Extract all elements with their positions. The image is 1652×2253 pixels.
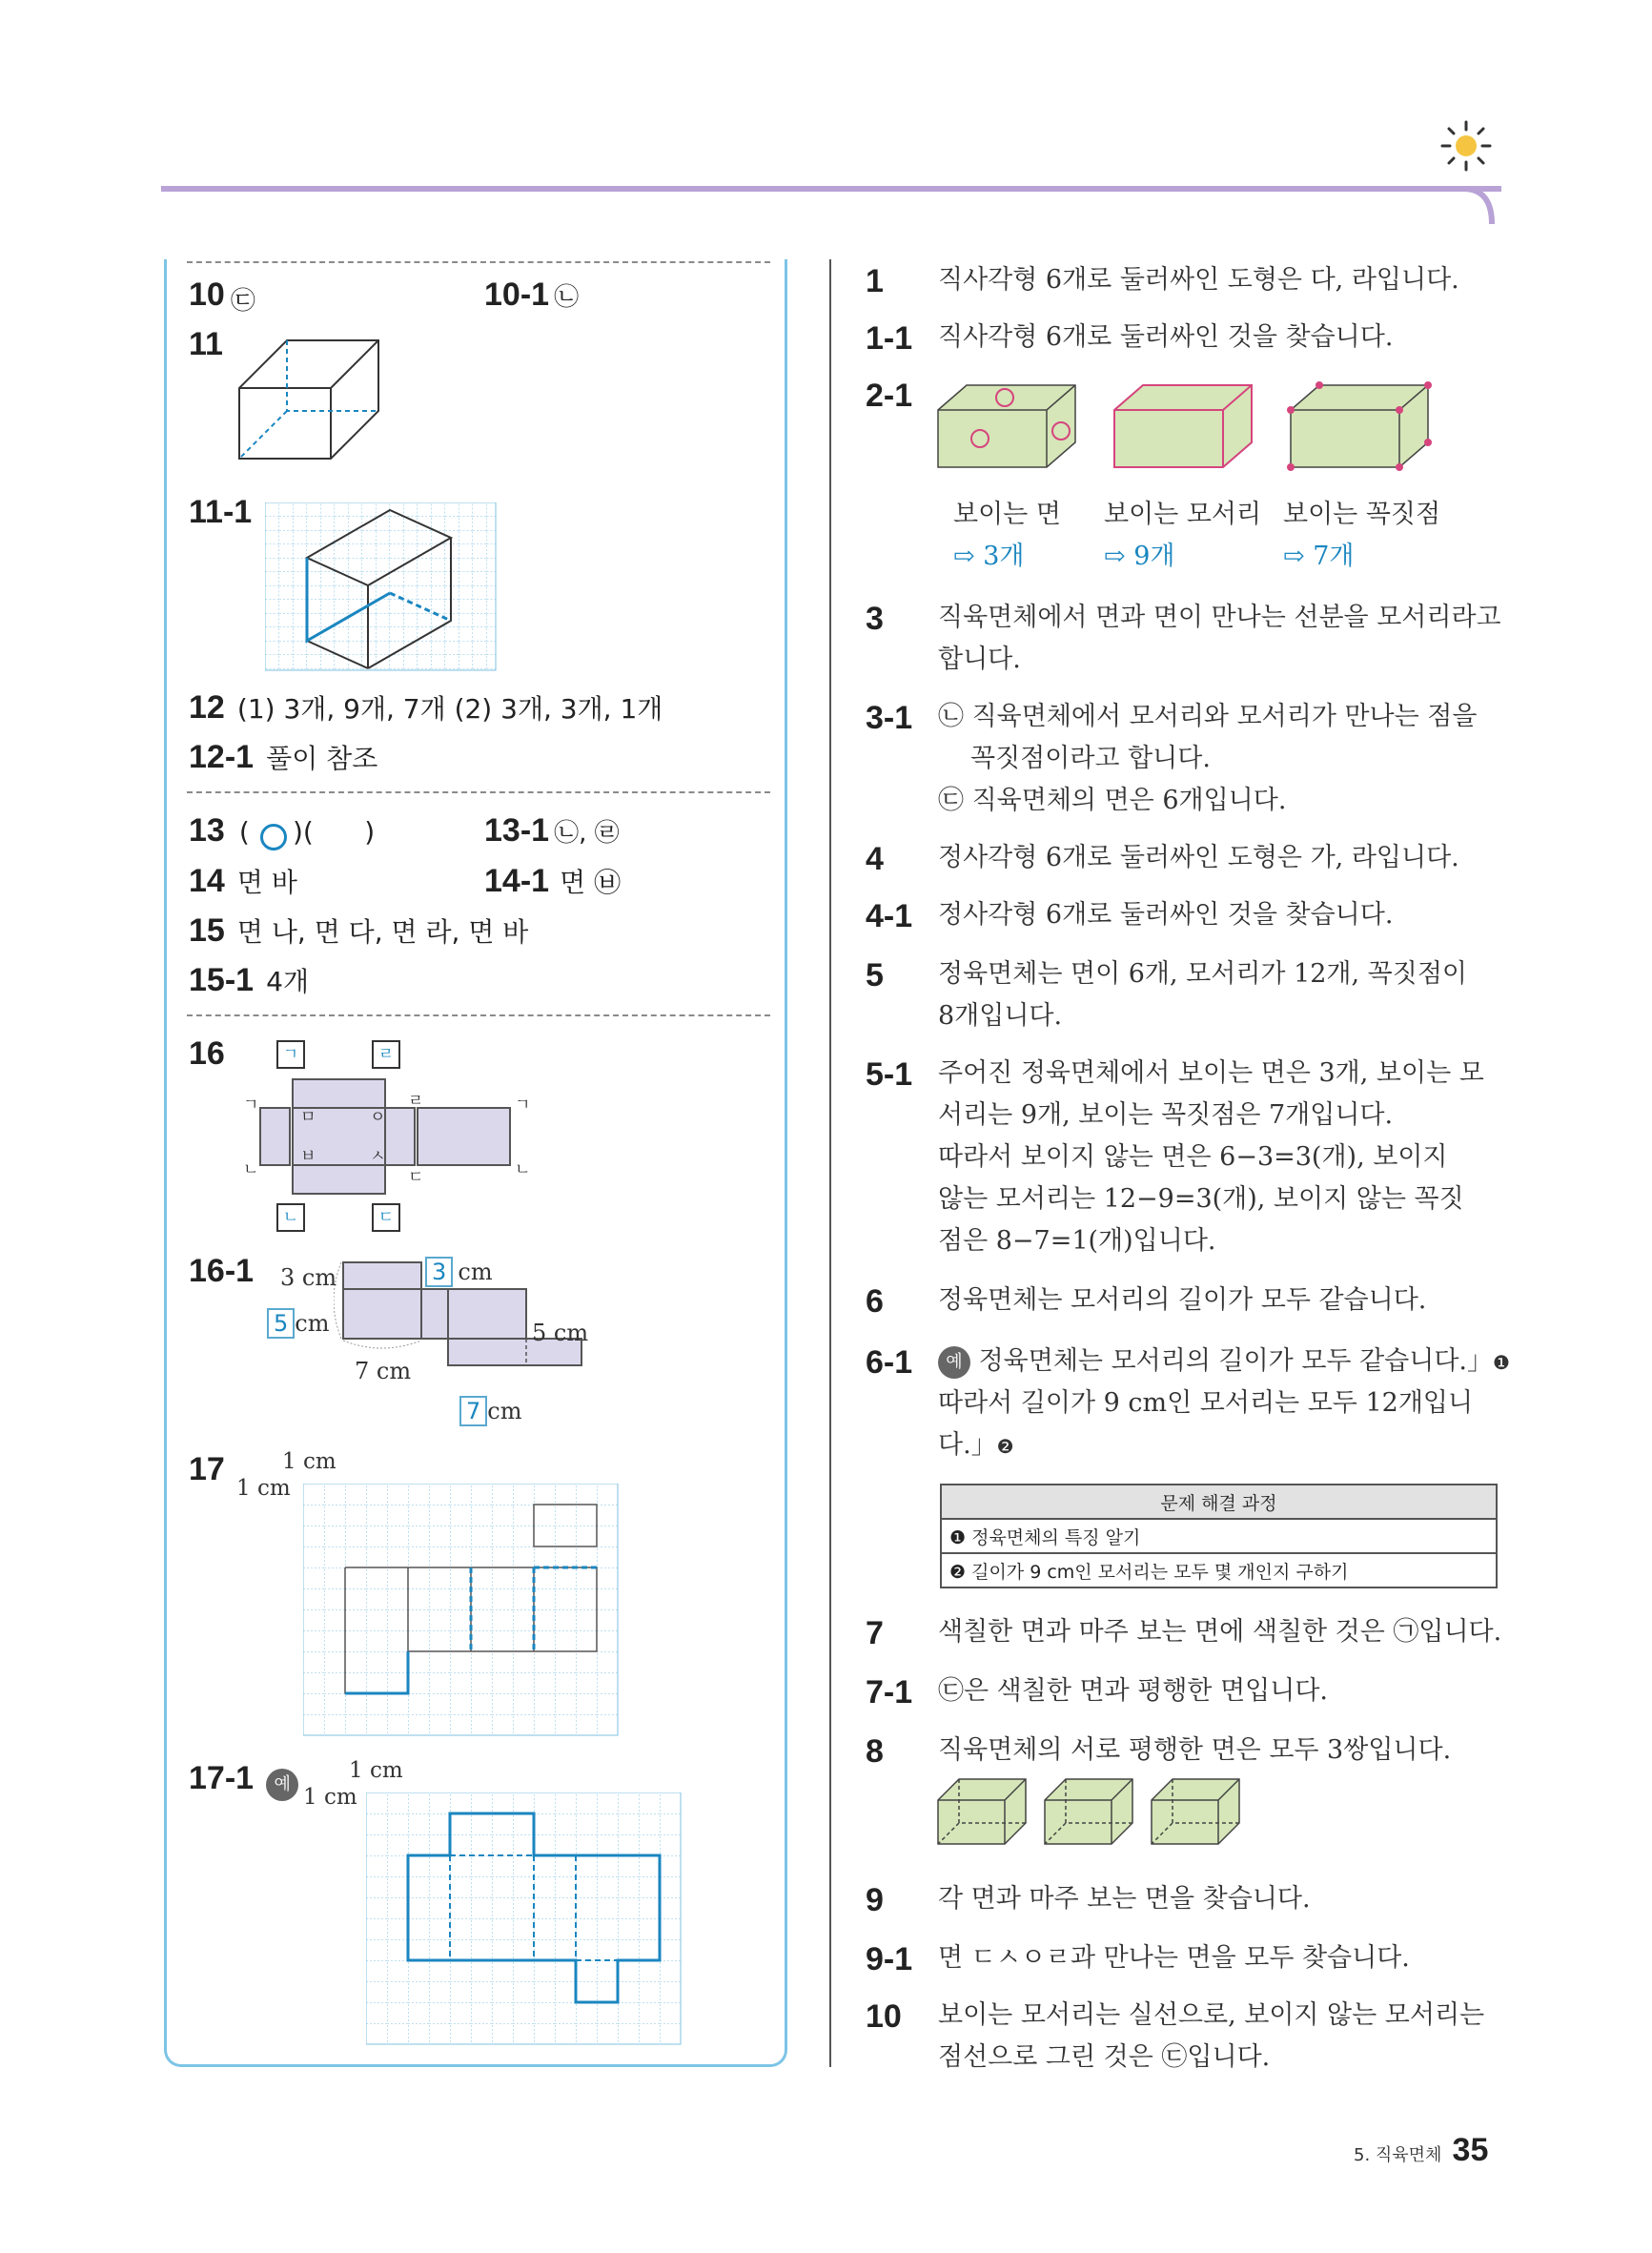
process-row: [941, 1553, 1497, 1587]
q-number: 12: [189, 689, 225, 726]
r-q1-number: 1: [866, 263, 884, 299]
grid-unit-top: 1 cm: [349, 1758, 403, 1783]
r-q1-text: 직사각형 6개로 둘러싸인 도형은 다, 라입니다.: [938, 265, 1459, 295]
unit: cm: [487, 1398, 522, 1424]
answer: 면 나, 면 다, 면 라, 면 바: [236, 916, 529, 948]
answer-box: 7: [459, 1396, 487, 1426]
q11-1-grid-drawing: [265, 502, 499, 674]
answer-box: 5: [267, 1308, 295, 1339]
net-vertex: ㄹ: [408, 1092, 424, 1111]
r-q4-1-number: 4-1: [866, 898, 913, 934]
circle-mark-icon: [260, 824, 287, 850]
step-mark: ❷: [949, 1561, 967, 1583]
q14: [189, 862, 297, 900]
r-q5-text2: 8개입니다.: [938, 1001, 1063, 1031]
r-q3-1-text2: 꼭짓점이라고 합니다.: [970, 744, 1211, 773]
q2-1-value-faces: ⇨ 3개: [953, 542, 1025, 571]
r-q10-number: 10: [866, 1998, 902, 2035]
q14-1: [484, 862, 621, 900]
r-q8-number: 8: [866, 1733, 884, 1770]
r-q6-1-number: 6-1: [866, 1344, 913, 1381]
separator: [187, 1014, 770, 1016]
chapter-label: 5. 직육면체: [1354, 2145, 1442, 2165]
dim-7cm: 7 cm: [355, 1358, 412, 1384]
r-q7-text: 색칠한 면과 마주 보는 면에 색칠한 것은 ㉠입니다.: [938, 1617, 1502, 1647]
r-q7-1-text: ㉢은 색칠한 면과 평행한 면입니다.: [938, 1676, 1328, 1706]
process-text: 정육면체의 특징 알기: [971, 1526, 1141, 1548]
net-vertex: ㅂ: [300, 1147, 316, 1166]
r-q5-text: 정육면체는 면이 6개, 모서리가 12개, 꼭짓점이: [938, 959, 1468, 989]
net-vertex: ㄱ: [243, 1096, 259, 1115]
process-text: 길이가 9 cm인 모서리는 모두 몇 개인지 구하기: [971, 1561, 1349, 1583]
answer-box: ㄹ: [372, 1040, 400, 1069]
q17-1-grid-net: [366, 1792, 686, 2050]
dim-5cm: 5 cm: [532, 1320, 589, 1346]
r-q6-1-text3: 다.」: [938, 1430, 997, 1460]
example-badge: 예: [938, 1346, 970, 1379]
r-q5-number: 5: [866, 957, 884, 993]
step-mark: ❷: [996, 1435, 1014, 1458]
answer: ㉢: [230, 286, 255, 316]
net-vertex: ㄴ: [515, 1160, 531, 1179]
step-mark: ❶: [1492, 1351, 1510, 1374]
r-q3-1-text: ㉡ 직육면체에서 모서리와 모서리가 만나는 점을: [938, 702, 1478, 731]
sun-icon: [1439, 119, 1493, 173]
answer: (1) 3개, 9개, 7개 (2) 3개, 3개, 1개: [236, 693, 663, 725]
q2-1-label-edges: 보이는 모서리: [1104, 500, 1262, 529]
r-q5-1-text2: 서리는 9개, 보이는 꼭짓점은 7개입니다.: [938, 1100, 1394, 1130]
q16-number: 16: [189, 1035, 225, 1072]
q17-number: 17: [189, 1451, 225, 1487]
q15: [189, 911, 528, 950]
q8-cuboids-figure: [934, 1775, 1249, 1852]
r-q1-1-number: 1-1: [866, 320, 913, 357]
q-number: 13-1: [484, 812, 550, 849]
net-vertex: ㅇ: [370, 1108, 386, 1127]
dim-7-box: [459, 1396, 521, 1426]
process-title: 문제 해결 과정: [941, 1485, 1497, 1519]
q-number: 10: [189, 277, 225, 313]
unit: cm: [295, 1310, 330, 1337]
grid-unit-top: 1 cm: [282, 1449, 337, 1474]
answer-box: ㄱ: [276, 1040, 305, 1069]
r-q5-1-number: 5-1: [866, 1056, 913, 1093]
column-divider: [829, 259, 831, 2067]
q2-1-value-vertices: ⇨ 7개: [1283, 542, 1355, 571]
q-number: 10-1: [484, 277, 550, 313]
answer-paren-open: (: [238, 816, 250, 848]
r-q10-text: 보이는 모서리는 실선으로, 보이지 않는 모서리는: [938, 2000, 1485, 2030]
q2-1-label-faces: 보이는 면: [953, 500, 1061, 529]
q2-1-value-edges: ⇨ 9개: [1104, 542, 1175, 571]
dim-5-box: [267, 1308, 329, 1339]
answer: 풀이 참조: [266, 743, 378, 774]
q15-1: [189, 961, 309, 999]
dim-3cm: 3 cm: [280, 1264, 337, 1291]
net-vertex: ㄴ: [243, 1160, 259, 1179]
q-number: 12-1: [189, 739, 255, 775]
grid-unit-side: 1 cm: [236, 1476, 291, 1501]
r-q6-text: 정육면체는 모서리의 길이가 모두 같습니다.: [938, 1285, 1427, 1315]
q10-1: [484, 277, 579, 314]
r-q3-text: 직육면체에서 면과 면이 만나는 선분을 모서리라고: [938, 603, 1501, 632]
r-q2-1-number: 2-1: [866, 378, 913, 414]
q11-cuboid-figure: [234, 329, 396, 481]
process-row: [941, 1519, 1497, 1553]
q-number: 15-1: [189, 962, 255, 998]
q17-grid-net: [303, 1484, 623, 1741]
q2-1-cuboids-figure: [934, 378, 1449, 482]
r-q4-number: 4: [866, 841, 884, 877]
q16-1-number: 16-1: [189, 1253, 255, 1289]
r-q6-1-text: 정육면체는 모서리의 길이가 모두 같습니다.」: [978, 1346, 1493, 1376]
r-q3-number: 3: [866, 601, 884, 637]
r-q7-1-number: 7-1: [866, 1674, 913, 1710]
q13: [189, 812, 375, 850]
grid-unit-side: 1 cm: [303, 1785, 357, 1810]
r-q9-1-number: 9-1: [866, 1941, 913, 1977]
q16-net-figure: [238, 1077, 543, 1201]
step-mark: ❶: [949, 1526, 967, 1548]
answer: 4개: [266, 966, 310, 997]
r-q5-1-text: 주어진 정육면체에서 보이는 면은 3개, 보이는 모: [938, 1058, 1484, 1088]
answer-box: ㄷ: [372, 1203, 400, 1232]
q12: [189, 688, 663, 727]
page-footer: [1354, 2132, 1488, 2169]
q-number: 14-1: [484, 863, 550, 899]
r-q3-1-number: 3-1: [866, 700, 913, 736]
r-q6-number: 6: [866, 1283, 884, 1320]
page-number: 35: [1452, 2132, 1489, 2168]
q2-1-label-vertices: 보이는 꼭짓점: [1283, 500, 1441, 529]
q13-1: [484, 812, 620, 850]
answer: 면 바: [236, 867, 297, 898]
net-vertex: ㄱ: [515, 1096, 531, 1115]
q12-1: [189, 738, 377, 776]
answer: ㉡: [554, 283, 580, 312]
net-vertex: ㅁ: [300, 1108, 316, 1127]
net-vertex: ㅅ: [370, 1147, 386, 1166]
header-rule: [157, 181, 1501, 238]
q-number: 14: [189, 863, 225, 899]
answer-box: 3: [425, 1257, 453, 1287]
r-q6-1-line1: [938, 1341, 1510, 1383]
q17-1: [189, 1760, 298, 1801]
r-q9-text: 각 면과 마주 보는 면을 찾습니다.: [938, 1884, 1311, 1914]
q-number: 13: [189, 812, 225, 849]
q10: [189, 277, 256, 315]
unit: cm: [458, 1259, 493, 1285]
r-q3-1-text3: ㉢ 직육면체의 면은 6개입니다.: [938, 786, 1287, 815]
r-q4-1-text: 정사각형 6개로 둘러싸인 것을 찾습니다.: [938, 900, 1394, 930]
r-q9-number: 9: [866, 1882, 884, 1918]
net-vertex: ㄷ: [408, 1168, 424, 1187]
separator: [187, 261, 770, 263]
r-q5-1-text4: 않는 모서리는 12−9=3(개), 보이지 않는 꼭짓: [938, 1184, 1464, 1214]
dim-3-box: [425, 1257, 493, 1287]
r-q6-1-text2: 따라서 길이가 9 cm인 모서리는 모두 12개입니: [938, 1388, 1474, 1418]
r-q5-1-text3: 따라서 보이지 않는 면은 6−3=3(개), 보이지: [938, 1142, 1448, 1172]
separator: [187, 791, 770, 793]
r-q7-number: 7: [866, 1615, 884, 1651]
answer-box: ㄴ: [276, 1203, 305, 1232]
q11-number: 11: [189, 326, 223, 362]
answer: ㉡, ㉣: [554, 819, 620, 848]
r-q9-1-text: 면 ㄷㅅㅇㄹ과 만나는 면을 모두 찾습니다.: [938, 1943, 1410, 1973]
r-q8-text: 직육면체의 서로 평행한 면은 모두 3쌍입니다.: [938, 1735, 1452, 1765]
process-table: [940, 1484, 1498, 1588]
answer: 면 ㉥: [560, 867, 622, 898]
example-badge: 예: [266, 1769, 298, 1801]
r-q5-1-text5: 점은 8−7=1(개)입니다.: [938, 1226, 1216, 1256]
r-q1-1-text: 직사각형 6개로 둘러싸인 것을 찾습니다.: [938, 322, 1394, 352]
q-number: 15: [189, 912, 225, 949]
r-q4-text: 정사각형 6개로 둘러싸인 도형은 가, 라입니다.: [938, 843, 1459, 872]
q11-1-number: 11-1: [189, 494, 253, 530]
r-q6-1-line3: [938, 1424, 1014, 1467]
q-number: 17-1: [189, 1760, 255, 1796]
r-q10-text2: 점선으로 그린 것은 ㉢입니다.: [938, 2042, 1271, 2072]
r-q3-text2: 합니다.: [938, 645, 1021, 674]
paren-close: )( ): [292, 816, 376, 848]
